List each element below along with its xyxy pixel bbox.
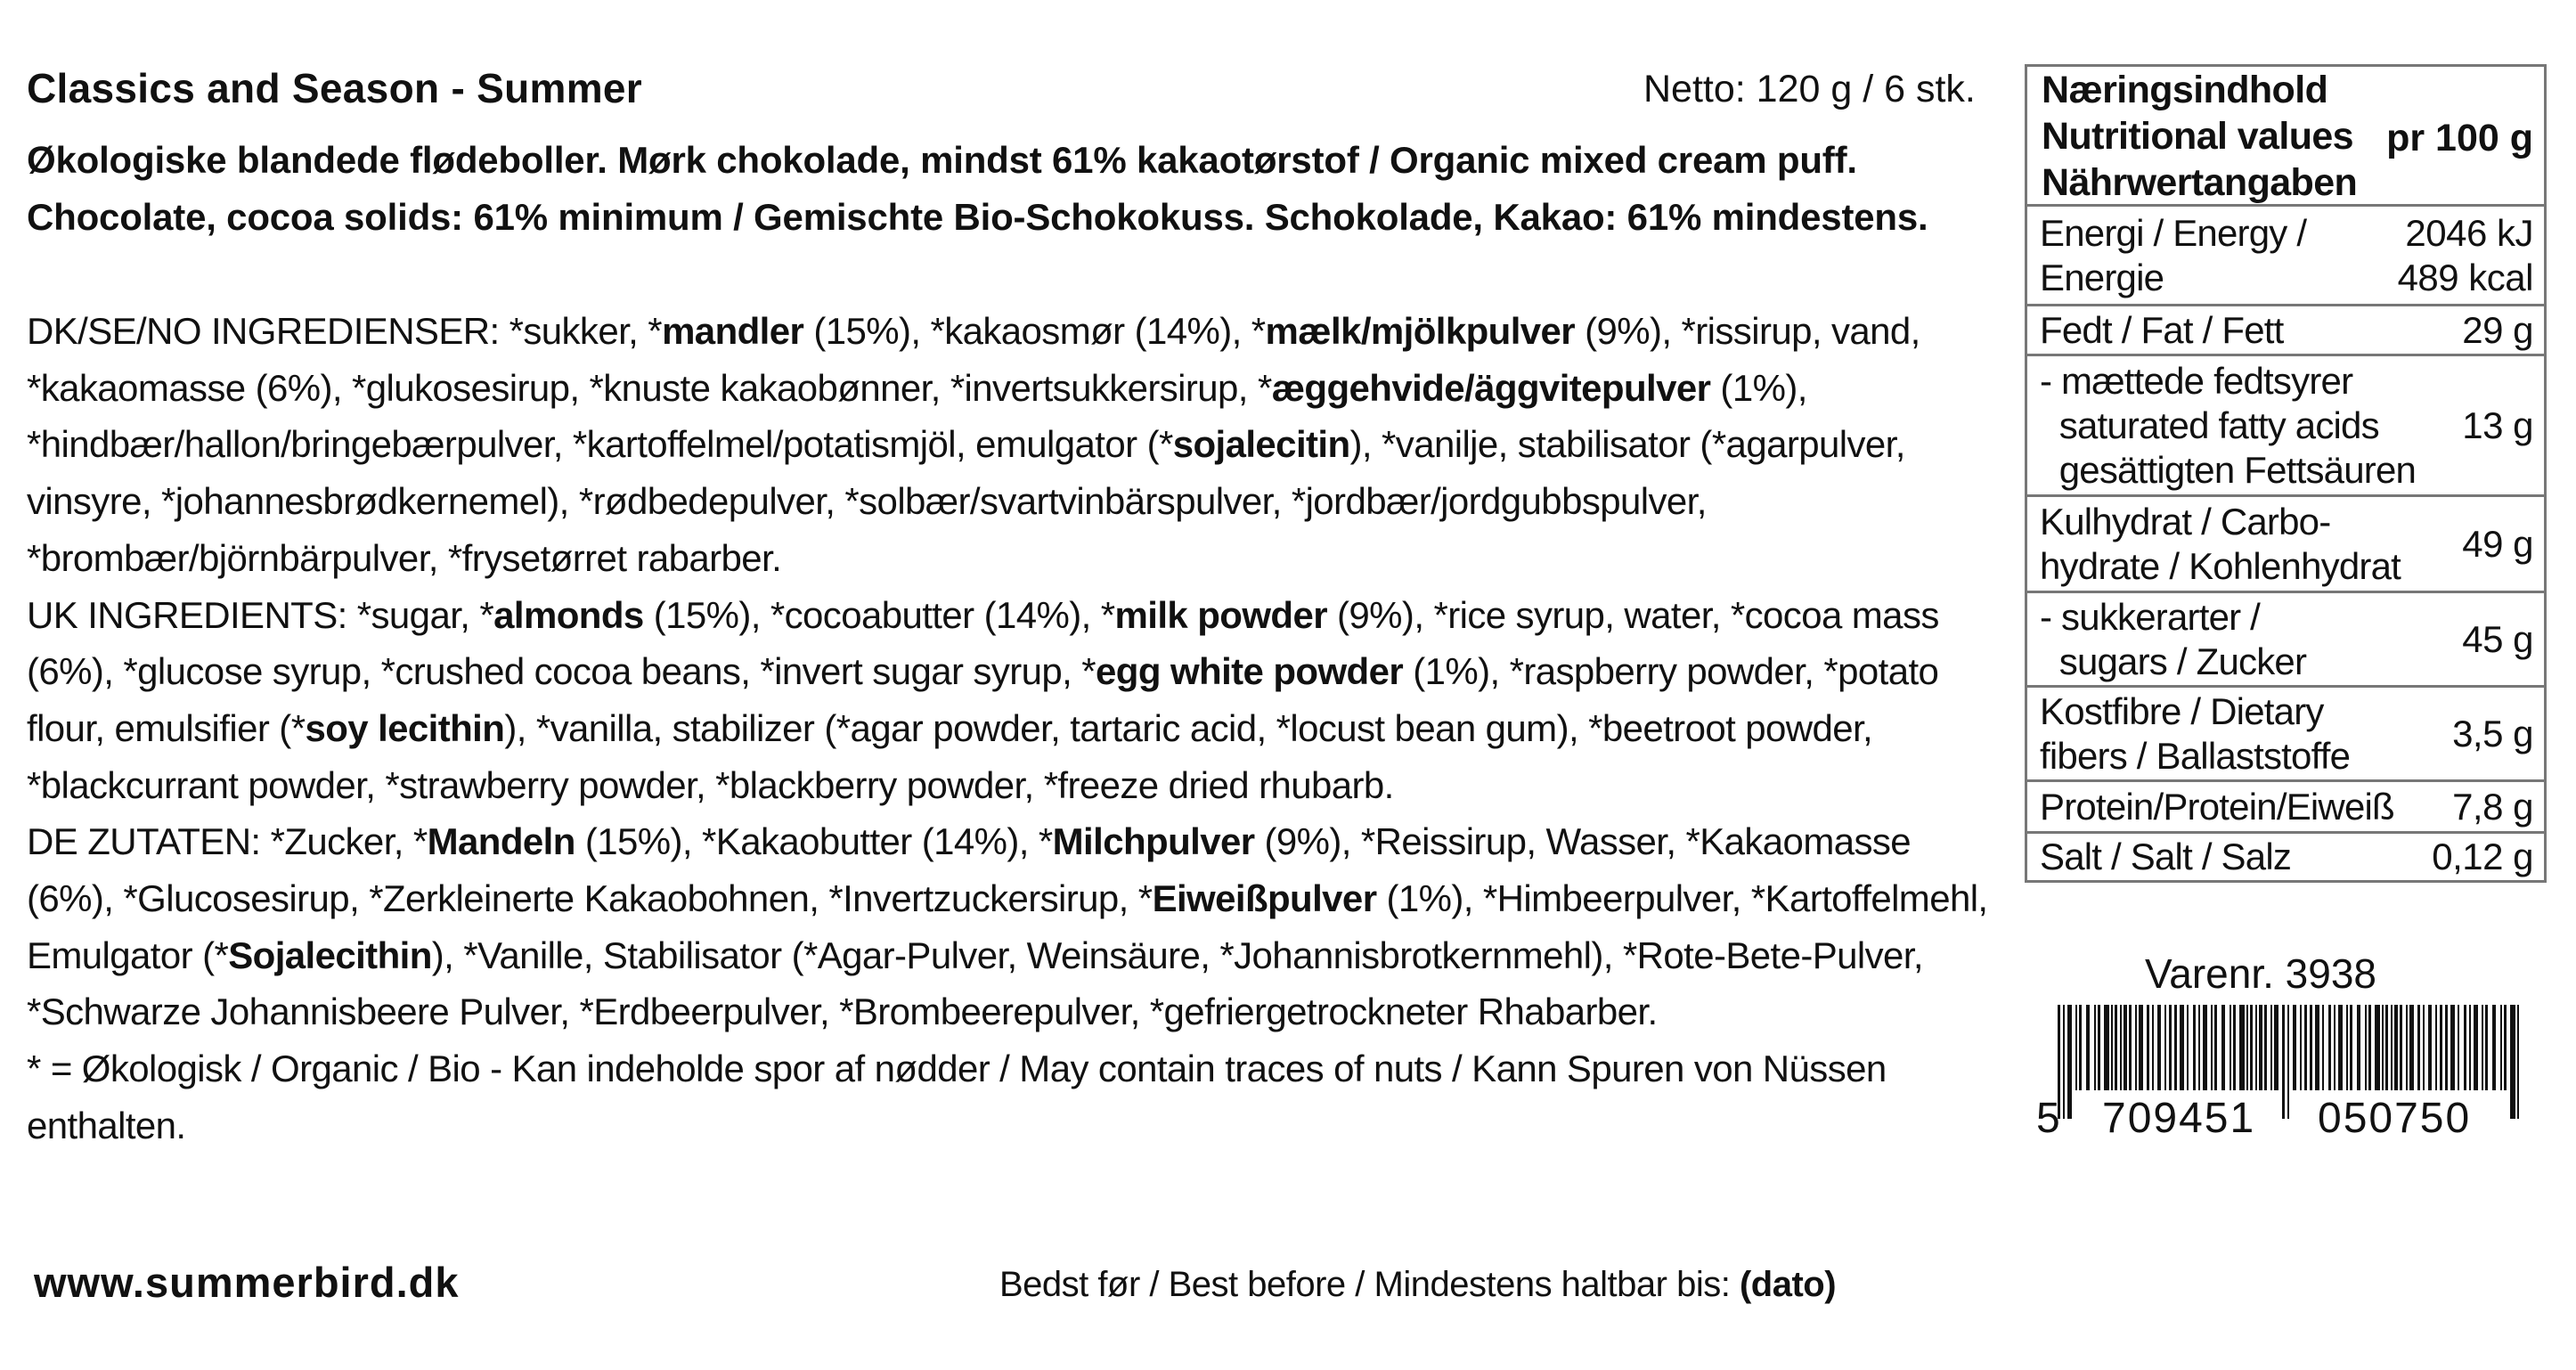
ean-right-digits: 050750 [2318, 1095, 2472, 1142]
barcode-bar [2368, 1005, 2371, 1090]
barcode-bar [2500, 1005, 2502, 1090]
barcode-bar [2409, 1005, 2414, 1090]
barcode-bar [2423, 1005, 2425, 1090]
barcode-bar [2111, 1005, 2113, 1090]
barcode-bar [2157, 1005, 2161, 1090]
ingredient-text: (1%), *Himbeerpulver, *Kartoffelmehl, Emulgator (* [27, 877, 1988, 976]
barcode-bar [2115, 1005, 2117, 1090]
barcode-bar [2482, 1005, 2483, 1090]
nutrition-table [2025, 64, 2547, 883]
barcode-bar [2203, 1005, 2207, 1090]
nutrition-label-line: - sukkerarter / [2040, 595, 2261, 638]
nutrition-value-line: 2046 kJ [2405, 211, 2533, 254]
nutrition-label-line: fibers / Ballaststoffe [2040, 734, 2351, 777]
barcode-bar [2152, 1005, 2154, 1090]
barcode-bar [2464, 1005, 2466, 1090]
nutrition-value [2452, 785, 2533, 829]
barcode-bar [2428, 1005, 2432, 1090]
barcode-bar [2287, 1005, 2289, 1119]
barcode-bar [2400, 1005, 2402, 1090]
nutrition-row [2027, 356, 2544, 497]
nutrition-label [2040, 500, 2401, 589]
barcode-bar [2180, 1005, 2184, 1090]
nutrition-value [2462, 522, 2533, 567]
barcode-bar [2094, 1005, 2096, 1090]
barcode-bar [2357, 1005, 2360, 1090]
barcode-bar [2079, 1005, 2082, 1090]
nutrition-row [2027, 782, 2544, 834]
nutrition-value [2398, 211, 2533, 300]
barcode-bar [2139, 1005, 2143, 1090]
nutrition-value [2462, 308, 2533, 353]
allergen-text: sojalecitin [1172, 423, 1350, 466]
barcode-bar [2214, 1005, 2217, 1090]
barcode-bar [2221, 1005, 2225, 1090]
barcode-bar [2445, 1005, 2448, 1090]
nutrition-per-100g: pr 100 g [2386, 117, 2533, 159]
ean-left-digits: 709451 [2102, 1095, 2256, 1142]
barcode-bar [2129, 1005, 2132, 1090]
ingredient-text: ), *Vanille, Stabilisator (*Agar-Pulver, Weinsäure, *Johannisbrotkernmehl), *Rote-Bete-Pulver, *Schwarze Johannisbeere Pulver, *Erdbeerpulver, *Brombeerepulver, *gefriergetrockneter Rhabarber. [27, 934, 1923, 1033]
barcode-bar [2246, 1005, 2248, 1090]
barcode-bar [2510, 1005, 2515, 1119]
barcode-bar [2365, 1005, 2367, 1090]
barcode-bar [2098, 1005, 2100, 1090]
nutrition-row [2027, 593, 2544, 688]
barcode-bar [2391, 1005, 2393, 1090]
nutrition-label-line: sugars / Zucker [2040, 640, 2307, 682]
barcode-bar [2250, 1005, 2253, 1090]
nutrition-heading-de: Nährwertangaben [2042, 161, 2358, 204]
barcode-bar [2270, 1005, 2272, 1090]
ingredient-text: * = Økologisk / Organic / Bio - Kan indeholde spor af nødder / May contain traces of nuts / Kann Spuren von Nüssen enthalten. [27, 1048, 1887, 1146]
barcode-bar [2304, 1005, 2307, 1090]
barcode-bar [2104, 1005, 2109, 1090]
nutrition-value-line: 3,5 g [2452, 712, 2533, 754]
ingredient-text: ), *vanilla, stabilizer (*agar powder, tartaric acid, *locust bean gum), *beetroot powder, *blackcurrant powder, *strawberry powder, *blackberry powder, *freeze dried rhubarb. [27, 706, 1873, 806]
barcode-bar [2282, 1005, 2285, 1119]
ingredient-text: ), *vanilje, stabilisator (*agarpulver, vinsyre, *johannesbrødkernemel), *rødbedepulver, *solbær/svartvinbärspulver, *jordbær/jordgubbspulver, *brombær/björnbärpulver, *frysetørret rabarber. [27, 423, 1905, 579]
ingredients-paragraph [27, 1040, 1995, 1154]
nutrition-label [2040, 785, 2394, 829]
website-link[interactable]: www.summerbird.dk [34, 1259, 460, 1306]
ingredient-text: (9%), *Reissirup, Wasser, *Kakaomasse (6%), *Glucosesirup, *Zerkleinerte Kakaobohnen, *Invertzuckersirup, * [27, 820, 1912, 920]
nutrition-value [2462, 404, 2533, 448]
nutrition-rows [2027, 207, 2544, 880]
product-description: Økologiske blandede flødeboller. Mørk chokolade, mindst 61% kakaotørstof / Organic mixed cream puff. Chocolate, cocoa solids: 61% minimum / Gemischte Bio-Schokokuss. Schokolade, Kakao: 61% mindestens. [27, 139, 1928, 238]
best-before [999, 1265, 1836, 1305]
barcode-bar [2187, 1005, 2189, 1090]
nutrition-label [2040, 835, 2291, 879]
allergen-text: milk powder [1114, 593, 1327, 636]
barcode-bar [2164, 1005, 2166, 1090]
barcode-bar [2322, 1005, 2324, 1090]
nutrition-label [2040, 359, 2416, 493]
ean-first-digit: 5 [2036, 1095, 2060, 1142]
barcode-bar [2293, 1005, 2296, 1090]
ingredient-text: (15%), *Kakaobutter (14%), * [575, 820, 1053, 863]
item-number: Varenr. 3938 [2145, 950, 2377, 997]
product-title: Classics and Season - Summer [27, 65, 643, 111]
barcode-bar [2350, 1005, 2352, 1090]
nutrition-heading-en: Nutritional values [2042, 115, 2353, 158]
nutrition-label [2040, 689, 2350, 779]
barcode-bar [2492, 1005, 2496, 1090]
barcode-bar [2375, 1005, 2380, 1090]
barcode-bar [2310, 1005, 2312, 1090]
barcode-bar [2274, 1005, 2278, 1090]
barcode-bar [2385, 1005, 2388, 1090]
barcode-bar [2435, 1005, 2437, 1090]
nutrition-label-line: Energie [2040, 256, 2164, 298]
best-before-value: (dato) [1739, 1265, 1837, 1304]
allergen-text: soy lecithin [305, 706, 505, 749]
nutrition-label-line: Salt / Salt / Salz [2040, 836, 2292, 877]
nutrition-label-line: Fedt / Fat / Fett [2040, 308, 2284, 351]
barcode-bar [2458, 1005, 2459, 1090]
nutrition-label [2040, 595, 2306, 684]
nutrition-value-line: 13 g [2462, 404, 2533, 446]
nutrition-row [2027, 207, 2544, 306]
barcode-bar [2406, 1005, 2408, 1090]
ingredient-text: (1%), *raspberry powder, *potato flour, emulsifier (* [27, 650, 1939, 749]
nutrition-value-line: 29 g [2462, 308, 2533, 351]
barcode-bar [2255, 1005, 2257, 1090]
allergen-text: Milchpulver [1052, 820, 1255, 863]
allergen-text: mælk/mjölkpulver [1265, 310, 1576, 352]
barcode-bar [2315, 1005, 2319, 1090]
barcode-bar [2259, 1005, 2262, 1090]
barcode-bar [2300, 1005, 2302, 1090]
barcode-bar [2338, 1005, 2343, 1090]
barcode-bar [2382, 1005, 2384, 1090]
ingredients-block [27, 303, 1995, 1154]
barcode-bar [2328, 1005, 2331, 1090]
barcode-bar [2394, 1005, 2398, 1090]
allergen-text: æggehvide/äggvitepulver [1271, 366, 1711, 409]
barcode-bar [2346, 1005, 2348, 1090]
nutrition-heading-dk: Næringsindhold [2042, 69, 2328, 111]
nutrition-label-line: Kostfibre / Dietary [2040, 689, 2324, 732]
barcode-bar [2169, 1005, 2172, 1090]
nutrition-value [2452, 712, 2533, 756]
barcode-bar [2063, 1005, 2065, 1119]
barcode-bar [2211, 1005, 2213, 1090]
nutrition-value-line: 49 g [2462, 522, 2533, 565]
barcode-bar [2485, 1005, 2488, 1090]
barcode-bar [2517, 1005, 2519, 1119]
ingredient-text: DE ZUTATEN: *Zucker, * [27, 820, 428, 863]
ingredients-paragraph [27, 813, 1995, 1040]
barcode-bar [2474, 1005, 2478, 1090]
allergen-text: Mandeln [427, 820, 575, 863]
barcode-bar [2067, 1005, 2072, 1119]
barcode-bar [2124, 1005, 2127, 1090]
barcode-bar [2504, 1005, 2507, 1090]
nutrition-label-line: saturated fatty acids [2040, 404, 2379, 446]
ingredient-text: (15%), *kakaosmør (14%), * [803, 310, 1266, 352]
barcode-bar [2120, 1005, 2122, 1090]
nutrition-row [2027, 306, 2544, 356]
ingredient-text: (1%), *hindbær/hallon/bringebærpulver, *kartoffelmel/potatismjöl, emulgator (* [27, 366, 1807, 466]
barcode-bar [2264, 1005, 2267, 1090]
barcode-bar [2147, 1005, 2149, 1090]
barcode-bar [2198, 1005, 2200, 1090]
barcode-bar [2469, 1005, 2471, 1090]
nutrition-value [2462, 617, 2533, 662]
allergen-text: egg white powder [1096, 650, 1404, 693]
nutrition-value-line: 45 g [2462, 617, 2533, 660]
nutrition-label-line: Energi / Energy / [2040, 211, 2307, 254]
nutrition-value-line: 489 kcal [2397, 256, 2533, 298]
ingredients-paragraph [27, 587, 1995, 814]
best-before-text: Bedst før / Best before / Mindestens haltbar bis: [999, 1265, 1740, 1304]
nutrition-label [2040, 308, 2284, 353]
net-weight: Netto: 120 g / 6 stk. [1643, 68, 1976, 110]
ingredient-text: DK/SE/NO INGREDIENSER: *sukker, * [27, 310, 663, 352]
nutrition-label-line: Protein/Protein/Eiweiß [2040, 785, 2394, 828]
barcode-bar [2334, 1005, 2336, 1090]
nutrition-row [2027, 688, 2544, 782]
nutrition-value [2432, 835, 2533, 879]
nutrition-label-line: Kulhydrat / Carbo- [2040, 500, 2331, 542]
barcode-bar [2417, 1005, 2420, 1090]
nutrition-label [2040, 211, 2306, 300]
nutrition-label-line: hydrate / Kohlenhydrat [2040, 544, 2401, 587]
allergen-text: almonds [493, 593, 644, 636]
nutrition-value-line: 0,12 g [2432, 836, 2533, 877]
nutrition-row [2027, 834, 2544, 880]
ingredient-text: (9%), *rissirup, vand, *kakaomasse (6%), *glukosesirup, *knuste kakaobønner, *invertsukkersirup, * [27, 310, 1920, 409]
ingredient-text: (9%), *rice syrup, water, *cocoa mass (6%), *glucose syrup, *crushed cocoa beans, *invert sugar syrup, * [27, 593, 1939, 693]
nutrition-header [2027, 67, 2544, 207]
nutrition-label-line: - mættede fedtsyrer [2040, 359, 2353, 402]
nutrition-row [2027, 497, 2544, 593]
allergen-text: Eiweißpulver [1152, 877, 1377, 920]
ingredient-text: UK INGREDIENTS: *sugar, * [27, 593, 494, 636]
nutrition-label-line: gesättigten Fettsäuren [2040, 448, 2417, 491]
barcode-bar [2086, 1005, 2090, 1090]
barcode-bar [2239, 1005, 2245, 1090]
allergen-text: mandler [662, 310, 804, 352]
barcode-bar [2450, 1005, 2455, 1090]
barcode-bar [2075, 1005, 2077, 1090]
ingredient-text: (15%), *cocoabutter (14%), * [643, 593, 1115, 636]
nutrition-value-line: 7,8 g [2452, 785, 2533, 828]
barcode-bar [2440, 1005, 2442, 1090]
barcode-bar [2174, 1005, 2177, 1090]
allergen-text: Sojalecithin [228, 934, 432, 976]
barcode-bar [2193, 1005, 2196, 1090]
ingredients-paragraph [27, 303, 1995, 587]
barcode-bar [2135, 1005, 2137, 1090]
barcode-bar [2233, 1005, 2236, 1090]
barcode-bar [2230, 1005, 2231, 1090]
